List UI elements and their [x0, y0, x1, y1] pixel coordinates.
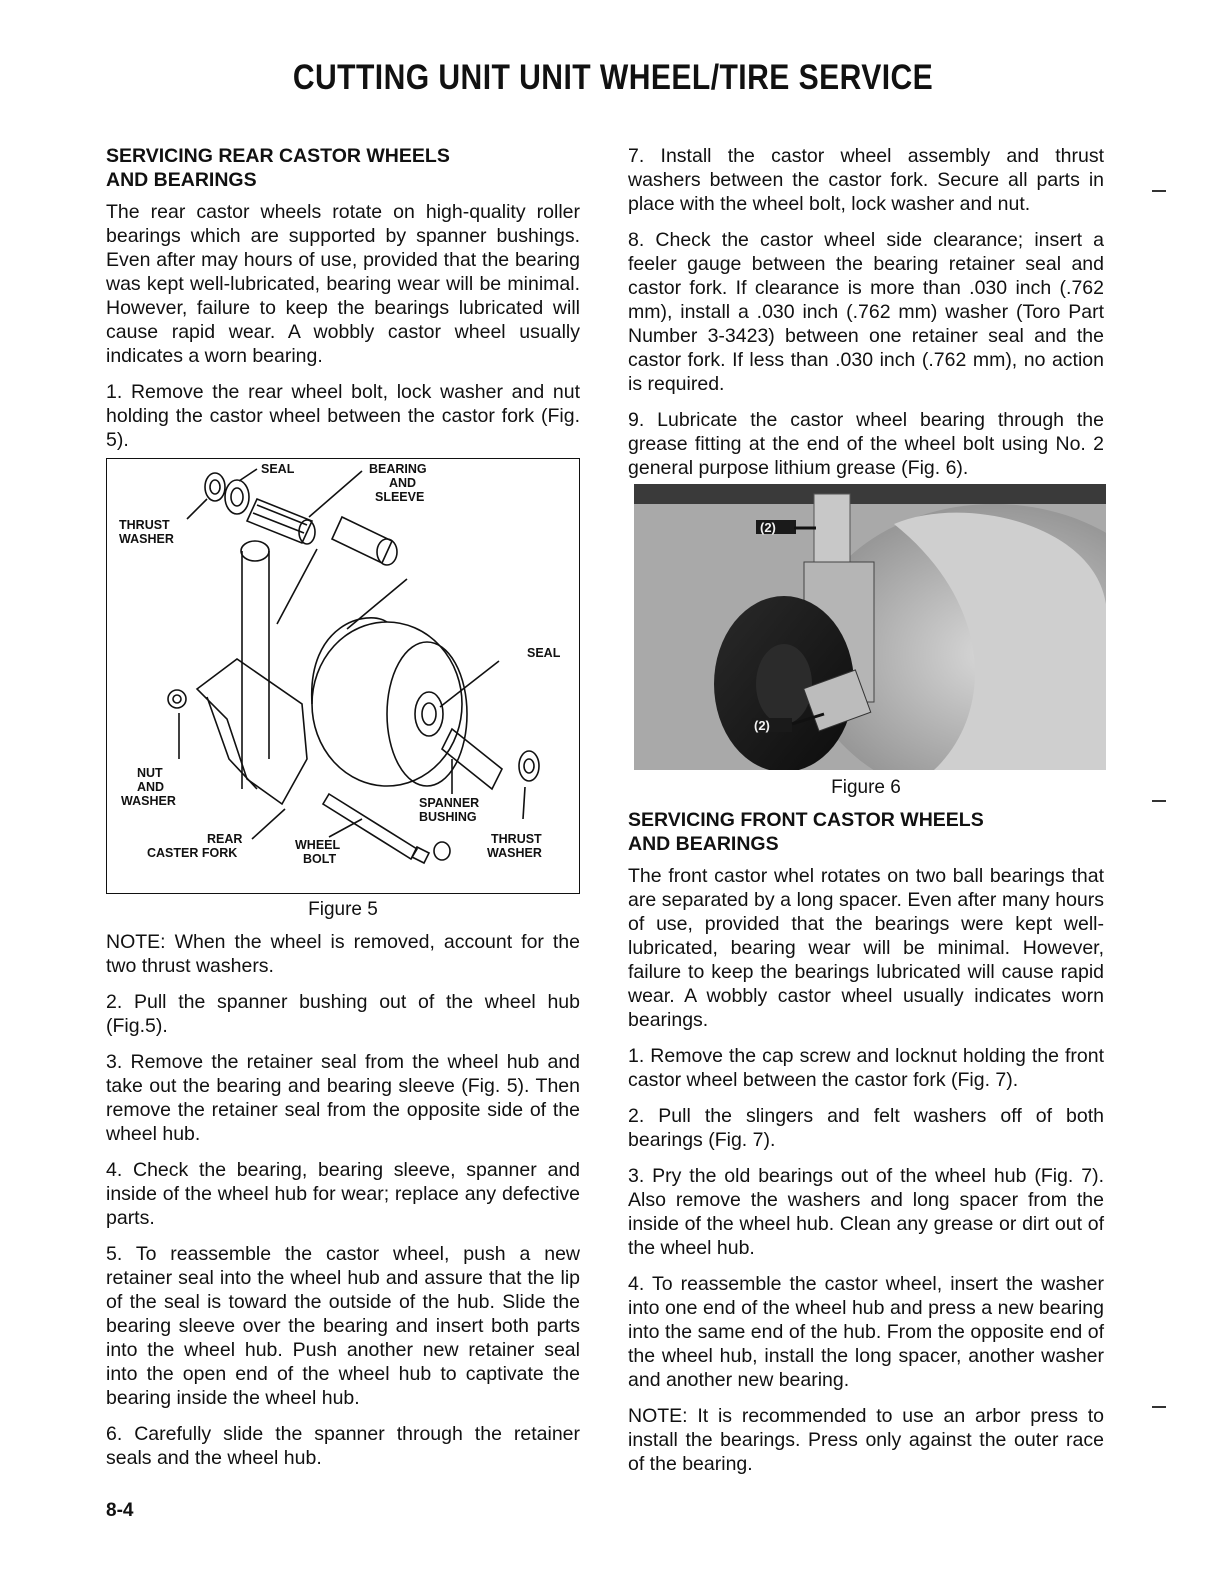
castor-wheel-photo — [634, 484, 1106, 770]
label-spanner-bushing: SPANNER — [419, 796, 480, 810]
heading-line: SERVICING FRONT CASTOR WHEELS — [628, 809, 984, 831]
figure-5-caption: Figure 5 — [308, 899, 378, 920]
label-thrust-washer-right: WASHER — [487, 846, 542, 860]
heading-line: SERVICING REAR CASTOR WHEELS — [106, 145, 450, 167]
heading-line: AND BEARINGS — [106, 169, 257, 191]
label-nut: AND — [137, 780, 165, 794]
step-9: 9. Lubricate the castor wheel bearing through the grease fitting at the end of the wheel bolt using No. 2 general purpose lithium grease (Fig. 6). — [628, 409, 1104, 479]
label-bearing: SLEEVE — [375, 490, 425, 504]
exploded-wheel-drawing — [107, 459, 578, 892]
label-thrust-washer-right: THRUST — [491, 832, 542, 846]
section-heading-rear — [106, 144, 580, 192]
label-seal-right: SEAL — [527, 646, 561, 660]
figure-6-photo — [634, 484, 1106, 770]
label-thrust-washer: WASHER — [119, 532, 174, 546]
margin-tick — [1152, 190, 1166, 192]
figure-6-caption: Figure 6 — [831, 777, 901, 798]
callout-grease-fitting-bottom: (2) — [754, 718, 770, 733]
label-seal-top: SEAL — [261, 462, 295, 476]
label-nut: WASHER — [121, 794, 176, 808]
front-step-4: 4. To reassemble the castor wheel, insert the washer into one end of the wheel hub and press a new bearing into the same end of the hub. From the opposite end of the wheel hub, install the long spacer, another washer and another new bearing. — [628, 1273, 1104, 1391]
label-spanner-bushing: BUSHING — [419, 810, 477, 824]
margin-tick — [1152, 800, 1166, 802]
margin-tick — [1152, 1406, 1166, 1408]
front-step-1: 1. Remove the cap screw and locknut holding the front castor wheel between the castor fork (Fig. 7). — [628, 1045, 1104, 1091]
step-6: 6. Carefully slide the spanner through the retainer seals and the wheel hub. — [106, 1423, 580, 1469]
page-number: 8-4 — [106, 1500, 134, 1521]
heading-line: AND BEARINGS — [628, 833, 779, 855]
label-thrust-washer: THRUST — [119, 518, 170, 532]
section-heading-front — [628, 808, 1104, 856]
step-7: 7. Install the castor wheel assembly and thrust washers between the castor fork. Secure all parts in place with the wheel bolt, lock washer and nut. — [628, 145, 1104, 215]
callout-grease-fitting-top: (2) — [760, 520, 776, 535]
note-2: NOTE: It is recommended to use an arbor press to install the bearings. Press only against the outer race of the bearing. — [628, 1405, 1104, 1475]
step-2: 2. Pull the spanner bushing out of the wheel hub (Fig.5). — [106, 991, 580, 1037]
front-step-2: 2. Pull the slingers and felt washers off of both bearings (Fig. 7). — [628, 1105, 1104, 1151]
step-8: 8. Check the castor wheel side clearance; insert a feeler gauge between the bearing retainer seal and castor fork. If clearance is more than .030 inch (.762 mm), install a .030 inch (.762 mm) washer (Toro Part Number 3-3423) between one retainer seal and the castor fork. If less than .030 inch (.762 mm), no action is required. — [628, 229, 1104, 395]
label-nut: NUT — [137, 766, 163, 780]
label-bearing: AND — [389, 476, 417, 490]
left-column — [106, 144, 580, 1482]
figure-5-diagram — [106, 458, 580, 894]
page-title: CUTTING UNIT UNIT WHEEL/TIRE SERVICE — [292, 58, 934, 97]
step-4: 4. Check the bearing, bearing sleeve, spanner and inside of the wheel hub for wear; replace any defective parts. — [106, 1159, 580, 1229]
step-1: 1. Remove the rear wheel bolt, lock washer and nut holding the castor wheel between the castor fork (Fig. 5). — [106, 381, 580, 451]
label-bearing: BEARING — [369, 462, 427, 476]
step-5: 5. To reassemble the castor wheel, push a new retainer seal into the wheel hub and assure that the lip of the seal is toward the outside of the hub. Slide the bearing sleeve over the bearing and insert both parts into the wheel hub. Push another new retainer seal into the open end of the wheel hub to captivate the bearing inside the wheel hub. — [106, 1243, 580, 1409]
label-rear-caster-fork: CASTER FORK — [147, 846, 238, 860]
label-rear-caster-fork: REAR — [207, 832, 243, 846]
step-3: 3. Remove the retainer seal from the wheel hub and take out the bearing and bearing sleeve (Fig. 5). Then remove the retainer seal from the opposite side of the wheel hub. — [106, 1051, 580, 1145]
label-wheel-bolt: BOLT — [303, 852, 337, 866]
intro-paragraph-front: The front castor whel rotates on two ball bearings that are separated by a long spacer. Even after many hours of use, provided that the bearings were kept well-lubricated, bearing wear will be minimal. However, failure to keep the bearings lubricated will cause rapid wear. A wobbly castor wheel usually indicates worn bearings. — [628, 865, 1104, 1031]
intro-paragraph: The rear castor wheels rotate on high-quality roller bearings which are supported by spanner bushings. Even after may hours of use, provided that the bearing was kept well-lubricated, bearing wear will be minimal. However, failure to keep the bearings lubricated will cause rapid wear. A wobbly castor wheel usually indicates a worn bearing. — [106, 201, 580, 367]
front-step-3: 3. Pry the old bearings out of the wheel hub (Fig. 7). Also remove the washers and long spacer from the inside of the wheel hub. Clean any grease or dirt out of the wheel hub. — [628, 1165, 1104, 1259]
right-column — [628, 144, 1104, 1488]
label-wheel-bolt: WHEEL — [295, 838, 341, 852]
note-1: NOTE: When the wheel is removed, account for the two thrust washers. — [106, 931, 580, 977]
